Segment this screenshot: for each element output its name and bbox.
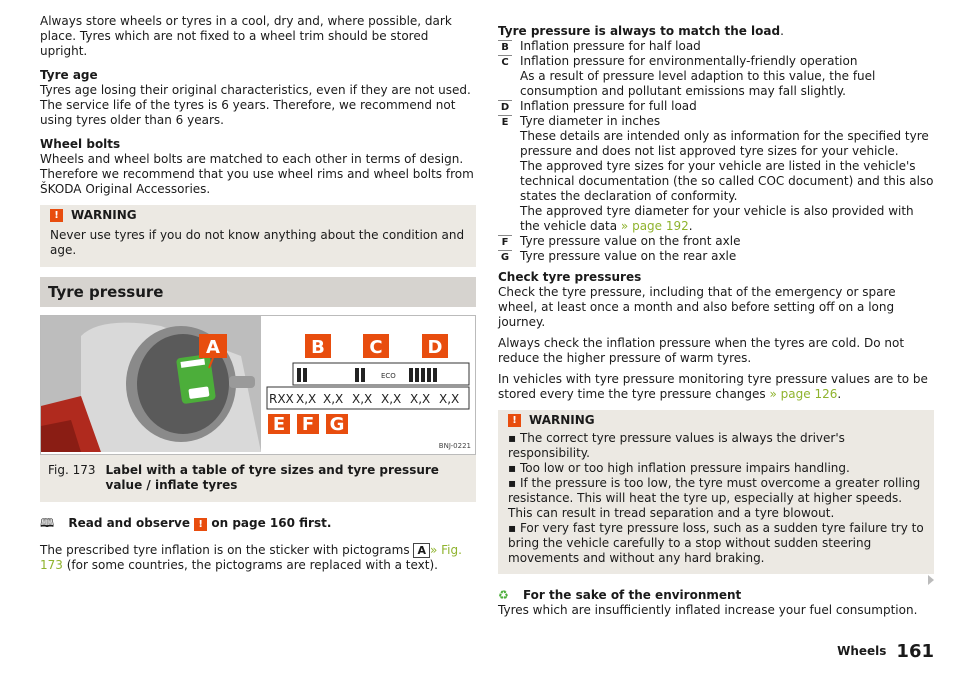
figure-173 (40, 315, 476, 455)
figure-number: Fig. 173 (48, 463, 96, 477)
page-192-link[interactable]: » page 192 (620, 219, 689, 233)
warning-header (40, 205, 476, 226)
warning-item: ▪ The correct tyre pressure values is always the driver's responsibility. (508, 431, 845, 460)
tyre-age-heading: Tyre age (40, 68, 98, 82)
svg-text:X,X: X,X (352, 392, 373, 406)
warning-header-right: ! WARNING (498, 410, 934, 431)
fig-173-link[interactable]: » Fig. 173 (40, 543, 462, 572)
monitor-text: In vehicles with tyre pressure monitoring tyre pressure values are to be stored every time the tyre pressure changes » page 126. (498, 372, 928, 401)
page-126-link[interactable]: » page 126 (769, 387, 838, 401)
svg-text:F: F (301, 414, 315, 435)
wheel-bolts-text: Wheels and wheel bolts are matched to each other in terms of design. Therefore we recommend that you use wheel rims and wheel bolts from ŠKODA Original Accessories. (40, 152, 474, 196)
pictogram-a-ref: A (413, 543, 430, 558)
svg-text:RXX: RXX (269, 392, 294, 406)
warning-icon-right: ! (508, 414, 521, 427)
legend-item-c: C Inflation pressure for environmentally-friendly operation As a result of pressure level adaption to this value, the fuel consumption and pollutant emissions may fall slightly. (520, 54, 934, 99)
legend-item-d: D Inflation pressure for full load (520, 99, 934, 114)
svg-text:X,X: X,X (323, 392, 344, 406)
book-icon: 🕮 (40, 516, 55, 530)
figure-code: BNJ-0221 (438, 442, 471, 450)
warning-item: ▪ If the pressure is too low, the tyre must overcome a greater rolling resistance. This will heat the tyre up, especially at higher speeds. This can result in tread separation and a tyre blowout. (508, 476, 921, 520)
label-legend (498, 39, 934, 264)
figure-caption: Label with a table of tyre sizes and tyre pressure value / inflate tyres (105, 463, 439, 492)
figure-letter-a: A (206, 337, 220, 358)
section-title: Tyre pressure (40, 277, 476, 307)
legend-item-b: B Inflation pressure for half load (520, 39, 934, 54)
e-extra: The approved tyre diameter for your vehicle is also provided with the vehicle data » page 192. (520, 204, 914, 233)
recycle-icon: ♻ (498, 588, 509, 602)
svg-text:X,X: X,X (296, 392, 317, 406)
tyre-age-text: Tyres age losing their original characteristics, even if they are not used. The service life of the tyres is 6 years. Therefore, we recommend not using tyres older than 6 years. (40, 83, 471, 127)
environment-heading: ♻ For the sake of the environment (498, 588, 742, 602)
wheel-bolts-heading: Wheel bolts (40, 137, 121, 151)
page-number: 161 (896, 641, 934, 662)
left-column (40, 0, 476, 573)
warning-text: Never use tyres if you do not know anything about the condition and age. (50, 228, 465, 257)
warning-box (40, 205, 476, 267)
warning-box-right (498, 410, 934, 574)
continue-arrow-icon (928, 575, 934, 585)
warning-item: ▪ For very fast tyre pressure loss, such as a sudden tyre failure try to bring the vehicle carefully to a stop without sudden steering movements and without any hard braking. (508, 521, 924, 565)
legend-item-f: F Tyre pressure value on the front axle (520, 234, 934, 249)
tyre-label-figure (41, 316, 475, 452)
environment-text: Tyres which are insufficiently inflated increase your fuel consumption. (498, 603, 918, 617)
svg-text:D: D (427, 337, 443, 358)
page-footer (837, 641, 934, 662)
check-text: Check the tyre pressure, including that of the emergency or spare wheel, at least once a month and also before setting off on a long journey. (498, 285, 896, 329)
warning-ref-icon: ! (194, 518, 207, 531)
legend-item-g: G Tyre pressure value on the rear axle (520, 249, 934, 264)
warning-list (498, 431, 934, 566)
warning-label: WARNING (71, 208, 137, 222)
storage-paragraph: Always store wheels or tyres in a cool, dry and, where possible, dark place. Tyres which are not fixed to a wheel trim should be stored upright. (40, 14, 452, 58)
warning-item: ▪ Too low or too high inflation pressure impairs handling. (508, 461, 850, 475)
svg-text:X,X: X,X (410, 392, 431, 406)
load-intro: Tyre pressure is always to match the load. (498, 24, 784, 38)
prescribed-paragraph: The prescribed tyre inflation is on the sticker with pictograms A » Fig. 173 (for some countries, the pictograms are replaced with a text). (40, 543, 462, 572)
right-column (498, 0, 934, 618)
eco-label: ECO (381, 372, 396, 380)
figure-caption-box (40, 455, 476, 502)
svg-text:E: E (272, 414, 286, 435)
svg-text:G: G (329, 414, 345, 435)
svg-text:X,X: X,X (439, 392, 460, 406)
svg-text:X,X: X,X (381, 392, 402, 406)
footer-section: Wheels (837, 644, 887, 658)
cold-text: Always check the inflation pressure when the tyres are cold. Do not reduce the higher pressure of warm tyres. (498, 336, 905, 365)
svg-text:B: B (311, 337, 325, 358)
read-observe-line: 🕮 Read and observe ! on page 160 first. (40, 516, 332, 530)
legend-item-e: E Tyre diameter in inches These details are intended only as information for the specified tyre pressure and does not list approved tyre sizes for your vehicle. The approved tyre sizes for your vehicle are listed in the vehicle's technical documentation (the so called COC document) and this also states the declaration of conformity. The approved tyre diameter for your vehicle is also provided with the vehicle data » page 192. (520, 114, 934, 234)
warning-icon: ! (50, 209, 63, 222)
svg-text:C: C (369, 337, 383, 358)
check-heading: Check tyre pressures (498, 270, 642, 284)
